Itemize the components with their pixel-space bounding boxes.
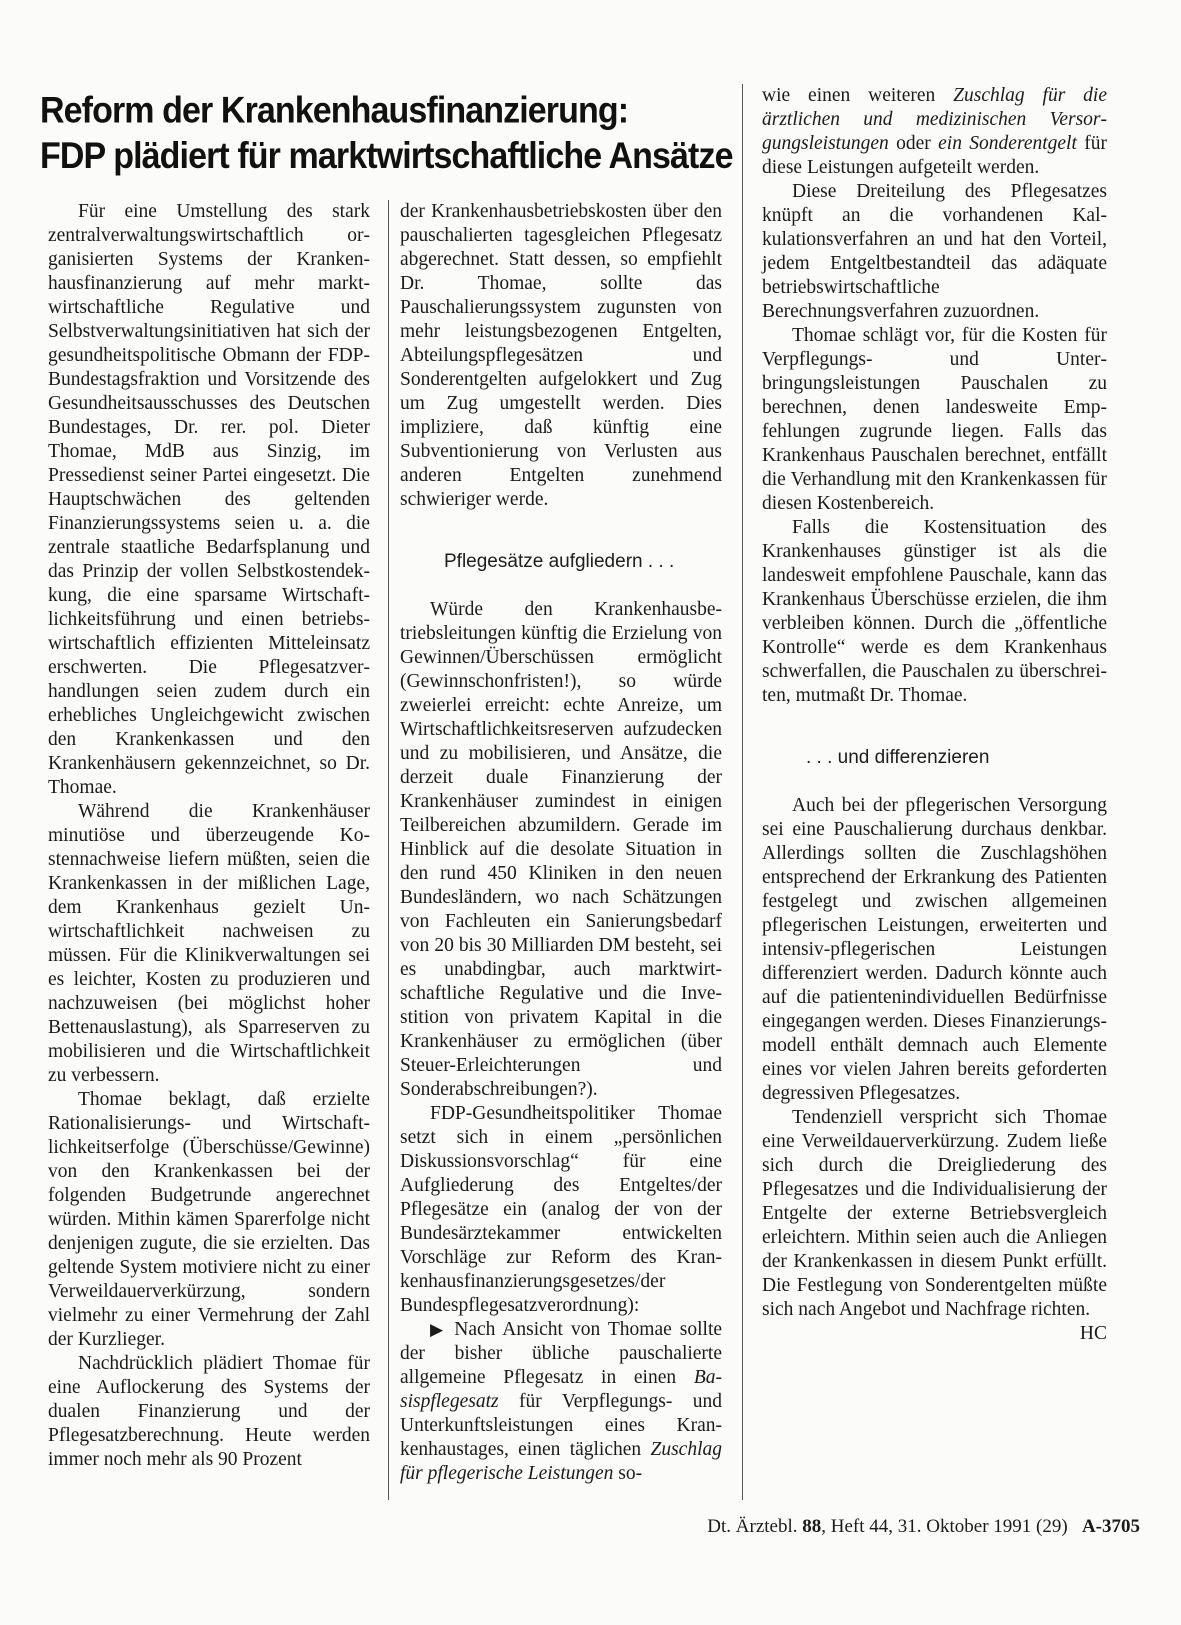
column-3 [762,84,1107,1346]
paragraph: Falls die Kostensituation des Krankenhauses günstiger ist als die landesweit empfohlene Pauschale, kann das Krankenhaus Überschüsse erzielen, die ihm verbleiben können. Durch die „öffentliche Kontrolle“ werde es dem Krankenhaus schwerfallen, die Pauschalen zu überschreiten, mutmaßt Dr. Thomae. [762,517,1107,706]
paragraph: Thomae beklagt, daß erzielte Rationalisierungs- und Wirtschaftlichkeitserfolge (Überschüsse/Gewinne) von den Krankenkassen bei der folgenden Budgetrunde angerechnet würden. Mithin kämen Sparerfolge nicht denjenigen zugute, die sie erzielten. Das geltende System motiviere nicht zu einer Verweildauerverkürzung, sondern vielmehr zu einer Vermehrung der Zahl der Kurzlieger. [48,1089,370,1350]
column-divider [742,84,743,1500]
column-1 [48,200,370,1472]
paragraph: wie einen weiteren Zuschlag für die ärztlichen und medizinischen Versorgungsleistungen oder ein Sonderentgelt für diese Leistungen aufgeteilt werden. [762,85,1107,178]
paragraph: Für eine Umstellung des stark zentralverwaltungswirtschaftlich organisierten Systems der Krankenhausfinanzierung auf mehr marktwirtschaftliche Regulative und Selbstverwaltungsinitiativen hat sich der gesundheitspolitische Obmann der FDP-Bundestagsfraktion und Vorsitzende des Gesundheitsausschusses des Deutschen Bundestages, Dr. rer. pol. Dieter Thomae, MdB aus Sinzig, im Pressedienst seiner Partei eingesetzt. Die Hauptschwächen des geltenden Finanzierungssystems seien u. a. die zentrale staatliche Bedarfsplanung und das Prinzip der vollen Selbstkostendekkung, die eine sparsame Wirtschaftlichkeitsführung und einen betriebswirtschaftlich effizienten Mitteleinsatz erschwerten. Die Pflegesatzverhandlungen seien zudem durch ein erhebliches Ungleichgewicht zwischen den Krankenkassen und den Krankenhäusern gekennzeichnet, so Dr. Thomae. [48,201,370,798]
paragraph: Würde den Krankenhausbetriebsleitungen künftig die Erzielung von Gewinnen/Überschüssen ermöglicht (Gewinnschonfristen!), so würde zweierlei erreicht: echte Anreize, um Wirtschaftlichkeitsreserven aufzudecken und zu mobilisieren, und Ansätze, die derzeit duale Finanzierung der Krankenhäuser zumindest in einigen Teilbereichen abzumildern. Gerade im Hinblick auf die desolate Situation in den rund 450 Kliniken in den neuen Bundesländern, wo nach Schätzungen von Fachleuten ein Sanierungsbedarf von 20 bis 30 Milliarden DM besteht, sei es unabdingbar, auch marktwirtschaftliche Regulative und die Investition von privatem Kapital in die Krankenhäuser zu ermöglichen (über Steuer-Erleichterungen und Sonderabschreibungen?). [400,599,722,1100]
paragraph: Diese Dreiteilung des Pflegesatzes knüpft an die vorhandenen Kalkulationsverfahren an und hat den Vorteil, jedem Entgeltbestandteil das adäquate betriebswirtschaftliche Berechnungsverfahren zuzuordnen. [762,181,1107,322]
author-signature: HC [1079,1323,1107,1344]
bullet-paragraph: ▶ Nach Ansicht von Thomae sollte der bisher übliche pauschalierte allgemeine Pflegesatz in einen Basispflegesatz für Verpflegungs- und Unterkunftsleistungen eines Krankenhaustages, einen täglichen Zuschlag für pflegerische Leistungen so- [400,1319,723,1484]
column-divider [388,200,389,1500]
paragraph: Auch bei der pflegerischen Versorgung sei eine Pauschalierung durchaus denkbar. Allerdings sollten die Zuschlagshöhen entsprechend der Erkrankung des Patienten festgelegt und zwischen allgemeinen pflegerischen Leistungen, erweiterten und intensiv-pflegerischen Leistungen differenziert werden. Dadurch könnte auch auf die patientenindividuellen Bedürfnisse eingegangen werden. Dieses Finanzierungsmodell enthält demnach auch Elemente eines vor vielen Jahren bereits geforderten degressiven Pflegesatzes. [762,795,1107,1104]
paragraph: FDP-Gesundheitspolitiker Thomae setzt sich in einem „persönlichen Diskussionsvorschlag“ für eine Aufgliederung des Entgeltes/der Pflegesätze ein (analog der von der Bundesärztekammer entwickelten Vorschläge zur Reform des Krankenhausfinanzierungsgesetzes/der Bundespflegesatzverordnung): [400,1103,722,1316]
page-footer: Dt. Ärztebl. 88, Heft 44, 31. Oktober 1991 (29) A-3705 [707,1516,1140,1537]
paragraph: Während die Krankenhäuser minutiöse und überzeugende Kostennachweise liefern müßten, seien die Krankenkassen in der mißlichen Lage, dem Krankenhaus gezielt Unwirtschaftlichkeit nachweisen zu müssen. Für die Klinikverwaltungen sei es leichter, Kosten zu produzieren und nachzuweisen (bei möglichst hoher Bettenauslastung), als Sparreserven zu mobilisieren und die Wirtschaftlichkeit zu verbessern. [48,801,370,1086]
paragraph: der Krankenhausbetriebskosten über den pauschalierten tagesgleichen Pflegesatz abgerechnet. Statt dessen, so empfiehlt Dr. Thomae, sollte das Pauschalierungssystem zugunsten von mehr leistungsbezogenen Entgelten, Abteilungspflegesätzen und Sonderentgelten aufgelokkert und Zug um Zug umgestellt werden. Dies impliziere, daß künftig eine Subventionierung von Verlusten aus anderen Entgelten zunehmend schwieriger werde. [400,201,722,510]
paragraph: Nachdrücklich plädiert Thomae für eine Auflockerung des Systems der dualen Finanzierung und der Pflegesatzberechnung. Heute werden immer noch mehr als 90 Prozent [48,1353,370,1470]
subheading: . . . und differenzieren [806,747,990,768]
paragraph: Thomae schlägt vor, für die Kosten für Verpflegungs- und Unterbringungsleistungen Pauschalen zu berechnen, denen landesweite Empfehlungen zugrunde liegen. Falls das Krankenhaus Pauschalen berechnet, entfällt die Verhandlung mit den Krankenkassen für diesen Kostenbereich. [762,325,1107,514]
headline-line-2: FDP plädiert für marktwirtschaftliche Ansätze [40,135,733,177]
page-number: A-3705 [1081,1516,1140,1537]
article-headline [40,88,765,179]
triangle-bullet-icon: ▶ [430,1320,447,1340]
subheading: Pflegesätze aufgliedern . . . [444,551,675,572]
paragraph: Tendenziell verspricht sich Thomae eine Verweildauerverkürzung. Zudem ließe sich durch die Dreigliederung des Pflegesatzes und die Individualisierung der Entgelte der externe Betriebsvergleich erleichtern. Mithin seien auch die Anliegen der Krankenkassen in diesem Punkt erfüllt. Die Festlegung von Sonderentgelten müßte sich nach Angebot und Nachfrage richten. HC [762,1107,1107,1344]
headline-line-1: Reform der Krankenhausfinanzierung: [40,90,629,132]
column-2 [400,200,722,1486]
